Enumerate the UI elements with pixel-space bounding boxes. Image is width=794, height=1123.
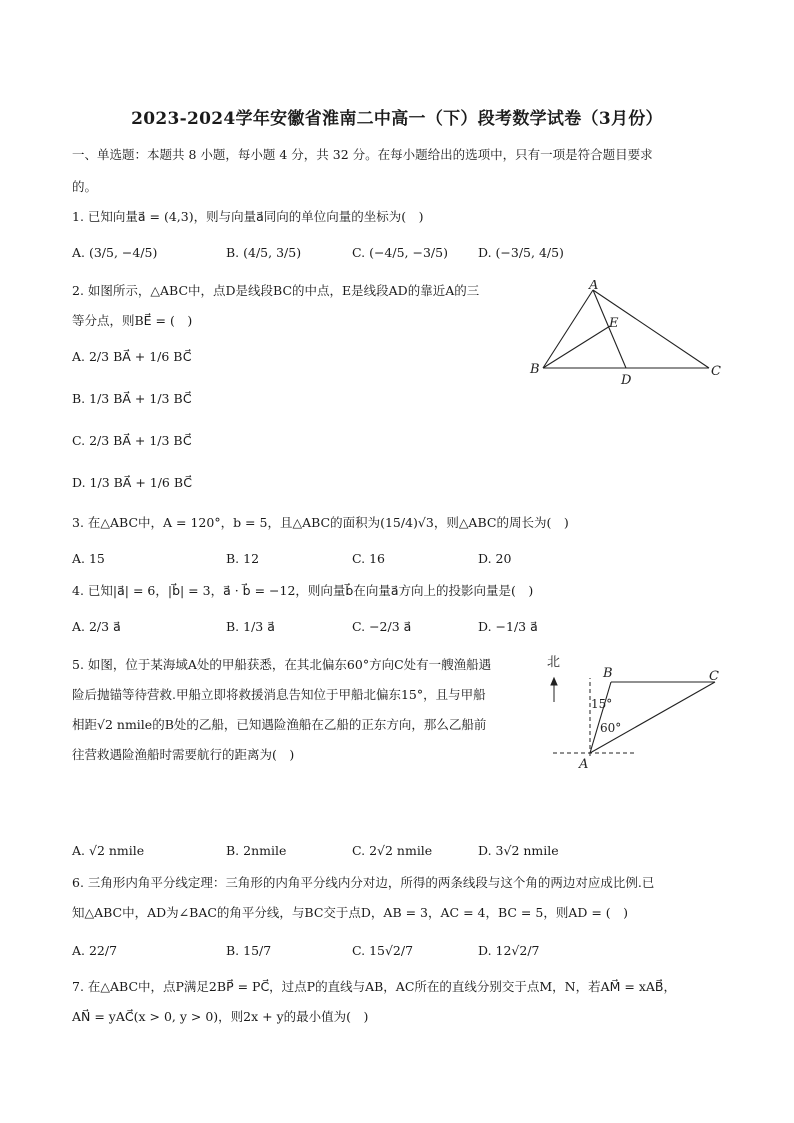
q2-option-a: A. 2/3 BA⃗ + 1/6 BC⃗ xyxy=(72,349,192,364)
q6-option-b: B. 15/7 xyxy=(226,943,272,958)
q3-option-d: D. 20 xyxy=(478,551,512,566)
q5-stem-line1: 5. 如图，位于某海域A处的甲船获悉，在其北偏东60°方向C处有一艘渔船遇 xyxy=(72,657,492,672)
q2-stem-line2: 等分点，则BE⃗ = ( ) xyxy=(72,313,193,328)
label-angle-60: 60° xyxy=(600,721,622,735)
label-c: C xyxy=(711,364,721,379)
label-d: D xyxy=(621,373,632,388)
q2-option-c: C. 2/3 BA⃗ + 1/3 BC⃗ xyxy=(72,433,192,448)
q6-stem-line1: 6. 三角形内角平分线定理：三角形的内角平分线内分对边，所得的两条线段与这个角的两边对应成比例.已 xyxy=(72,875,655,890)
q5-option-c: C. 2√2 nmile xyxy=(352,843,433,858)
q5-stem-line2: 险后抛锚等待营救.甲船立即将救援消息告知位于甲船北偏东15°，且与甲船 xyxy=(72,687,486,702)
q3-option-a: A. 15 xyxy=(72,551,105,566)
q1-option-a: A. (3/5, −4/5) xyxy=(72,245,158,260)
q6-option-a: A. 22/7 xyxy=(72,943,118,958)
q3-stem: 3. 在△ABC中，A = 120°，b = 5，且△ABC的面积为(15/4)√3，则△ABC的周长为( ) xyxy=(72,515,569,530)
q5-option-a: A. √2 nmile xyxy=(72,843,145,858)
segment-be xyxy=(543,326,610,368)
edge-ac xyxy=(590,682,715,753)
label-b: B xyxy=(603,666,613,681)
edge-ab xyxy=(543,290,593,368)
q2-triangle-figure xyxy=(525,280,725,390)
label-angle-15: 15° xyxy=(591,697,613,711)
q6-stem-line2: 知△ABC中，AD为∠BAC的角平分线，与BC交于点D，AB = 3，AC = 4，BC = 5，则AD = ( ) xyxy=(72,905,629,920)
q3-option-c: C. 16 xyxy=(352,551,385,566)
q1-option-c: C. (−4/5, −3/5) xyxy=(352,245,448,260)
q5-option-d: D. 3√2 nmile xyxy=(478,843,559,858)
q1-option-d: D. (−3/5, 4/5) xyxy=(478,245,564,260)
q4-option-b: B. 1/3 a⃗ xyxy=(226,619,275,634)
q2-option-d: D. 1/3 BA⃗ + 1/6 BC⃗ xyxy=(72,475,193,490)
q5-option-b: B. 2nmile xyxy=(226,843,287,858)
q1-stem: 1. 已知向量a⃗ = (4,3)，则与向量a⃗同向的单位向量的坐标为( ) xyxy=(72,209,424,224)
label-c: C xyxy=(709,669,719,684)
q5-stem-line3: 相距√2 nmile的B处的乙船，已知遇险渔船在乙船的正东方向，那么乙船前 xyxy=(72,717,487,732)
q7-stem-line1: 7. 在△ABC中，点P满足2BP⃗ = PC⃗，过点P的直线与AB，AC所在的直线分别交于点M，N，若AM⃗ = xAB⃗， xyxy=(72,979,677,994)
q5-stem-line4: 往营救遇险渔船时需要航行的距离为( ) xyxy=(72,747,295,762)
q1-option-b: B. (4/5, 3/5) xyxy=(226,245,302,260)
q2-stem-line1: 2. 如图所示，△ABC中，点D是线段BC的中点，E是线段AD的靠近A的三 xyxy=(72,283,480,298)
north-arrowhead-icon xyxy=(551,678,557,685)
label-a: A xyxy=(589,280,599,293)
label-a: A xyxy=(579,757,589,772)
q6-option-c: C. 15√2/7 xyxy=(352,943,414,958)
section-header-line1: 一、单选题：本题共 8 小题，每小题 4 分，共 32 分。在每小题给出的选项中，只有一项是符合题目要求 xyxy=(72,147,653,162)
q2-option-b: B. 1/3 BA⃗ + 1/3 BC⃗ xyxy=(72,391,192,406)
q4-option-a: A. 2/3 a⃗ xyxy=(72,619,121,634)
q4-option-d: D. −1/3 a⃗ xyxy=(478,619,538,634)
q5-bearing-figure xyxy=(545,652,725,772)
q7-stem-line2: AN⃗ = yAC⃗(x > 0, y > 0)，则2x + y的最小值为( ) xyxy=(72,1009,369,1024)
label-e: E xyxy=(609,316,619,331)
q4-option-c: C. −2/3 a⃗ xyxy=(352,619,412,634)
q3-option-b: B. 12 xyxy=(226,551,260,566)
q6-option-d: D. 12√2/7 xyxy=(478,943,540,958)
q4-stem: 4. 已知|a⃗| = 6，|b⃗| = 3，a⃗ · b⃗ = −12，则向量b⃗在向量a⃗方向上的投影向量是( ) xyxy=(72,583,534,598)
section-header-line2: 的。 xyxy=(72,179,98,194)
label-b: B xyxy=(530,362,540,377)
page-title: 2023-2024学年安徽省淮南二中高一（下）段考数学试卷（3月份） xyxy=(131,109,663,129)
label-north: 北 xyxy=(547,655,561,670)
